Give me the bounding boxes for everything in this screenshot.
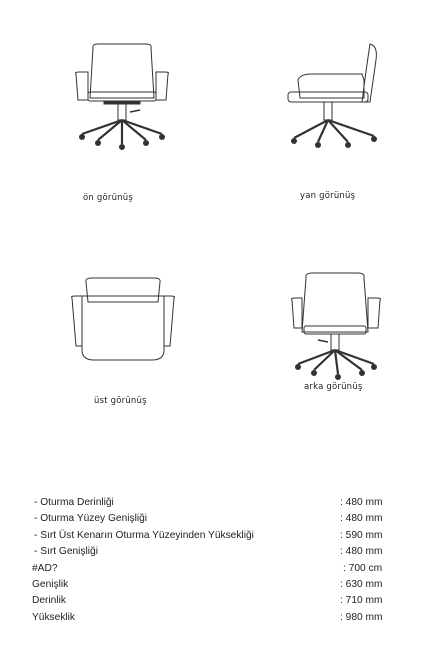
spec-row-depth <box>32 593 392 609</box>
back-gas-lift <box>331 334 339 350</box>
spec-label: Genişlik <box>32 578 69 590</box>
top-backrest <box>86 278 160 302</box>
back-view-drawing <box>288 270 398 380</box>
back-backrest <box>302 273 368 332</box>
top-left-armrest <box>72 296 83 346</box>
front-seat <box>88 92 156 101</box>
front-view-caption: ön görünüş <box>83 193 133 203</box>
specifications-list <box>32 495 392 626</box>
front-right-armrest <box>156 72 169 100</box>
side-armrest <box>298 74 364 98</box>
back-view-caption: arka görünüş <box>304 382 363 392</box>
side-gas-lift <box>324 102 332 120</box>
spec-label: Derinlik <box>32 595 66 607</box>
spec-label: - Sırt Üst Kenarın Oturma Yüzeyinden Yüksekliği <box>34 529 254 541</box>
spec-row-backrest-height <box>32 528 392 544</box>
spec-value: : 710 mm <box>340 595 383 607</box>
spec-row-ad <box>32 561 392 577</box>
side-view-caption: yan görünüş <box>300 191 356 201</box>
side-view-drawing <box>278 40 388 150</box>
spec-row-width <box>32 577 392 593</box>
spec-row-seat-width <box>32 511 392 527</box>
spec-label: #AD? <box>32 562 58 574</box>
spec-value: : 630 mm <box>340 578 383 590</box>
spec-label: - Oturma Derinliği <box>34 497 114 508</box>
spec-value: : 480 mm <box>340 513 383 525</box>
back-seat <box>304 326 366 334</box>
spec-row-backrest-width <box>32 544 392 560</box>
back-right-armrest <box>368 298 381 328</box>
spec-value: : 590 mm <box>340 529 383 541</box>
spec-label: Yükseklik <box>32 611 76 623</box>
top-right-armrest <box>164 296 175 346</box>
front-view-drawing <box>68 40 178 150</box>
spec-value: : 480 mm <box>340 497 383 508</box>
spec-value: : 980 mm <box>340 611 383 623</box>
spec-row-seat-depth <box>32 495 392 511</box>
spec-value: : 480 mm <box>340 546 383 558</box>
front-gas-lift <box>118 104 126 120</box>
back-left-armrest <box>292 298 303 328</box>
spec-label: - Oturma Yüzey Genişliği <box>34 513 148 525</box>
spec-row-height <box>32 610 392 626</box>
top-view-caption: üst görünüş <box>94 396 147 406</box>
front-left-armrest <box>76 72 89 100</box>
spec-label: - Sırt Genişliği <box>34 546 98 558</box>
spec-value: : 700 cm <box>343 562 383 574</box>
top-seat <box>82 296 164 360</box>
front-backrest <box>90 44 154 98</box>
top-view-drawing <box>68 276 178 371</box>
